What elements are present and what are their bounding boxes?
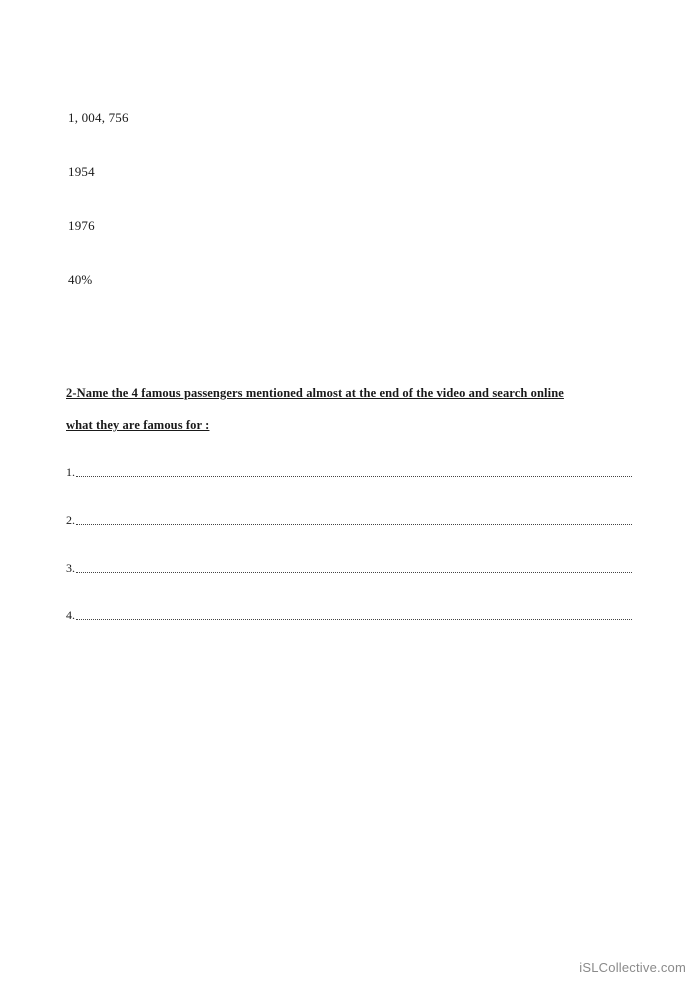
fact-percentage: 40% xyxy=(68,272,93,287)
fact-passenger-count: 1, 004, 756 xyxy=(68,110,129,125)
answer-line-4[interactable] xyxy=(66,608,632,623)
watermark: iSLCollective.com xyxy=(579,960,686,975)
answer-line-2[interactable] xyxy=(66,513,632,528)
dotted-answer-blank[interactable] xyxy=(76,571,632,573)
answer-number: 4. xyxy=(66,608,75,622)
answer-line-1[interactable] xyxy=(66,465,632,480)
dotted-answer-blank[interactable] xyxy=(76,475,632,477)
question-2-line-1: 2-Name the 4 famous passengers mentioned almost at the end of the video and search online xyxy=(66,386,564,400)
question-2-line-2: what they are famous for : xyxy=(66,418,210,432)
answer-number: 1. xyxy=(66,465,75,479)
dotted-answer-blank[interactable] xyxy=(76,618,632,620)
answer-number: 3. xyxy=(66,561,75,575)
answer-line-3[interactable] xyxy=(66,561,632,576)
fact-year-1954: 1954 xyxy=(68,164,95,179)
fact-year-1976: 1976 xyxy=(68,218,95,233)
dotted-answer-blank[interactable] xyxy=(76,523,632,525)
answer-number: 2. xyxy=(66,513,75,527)
